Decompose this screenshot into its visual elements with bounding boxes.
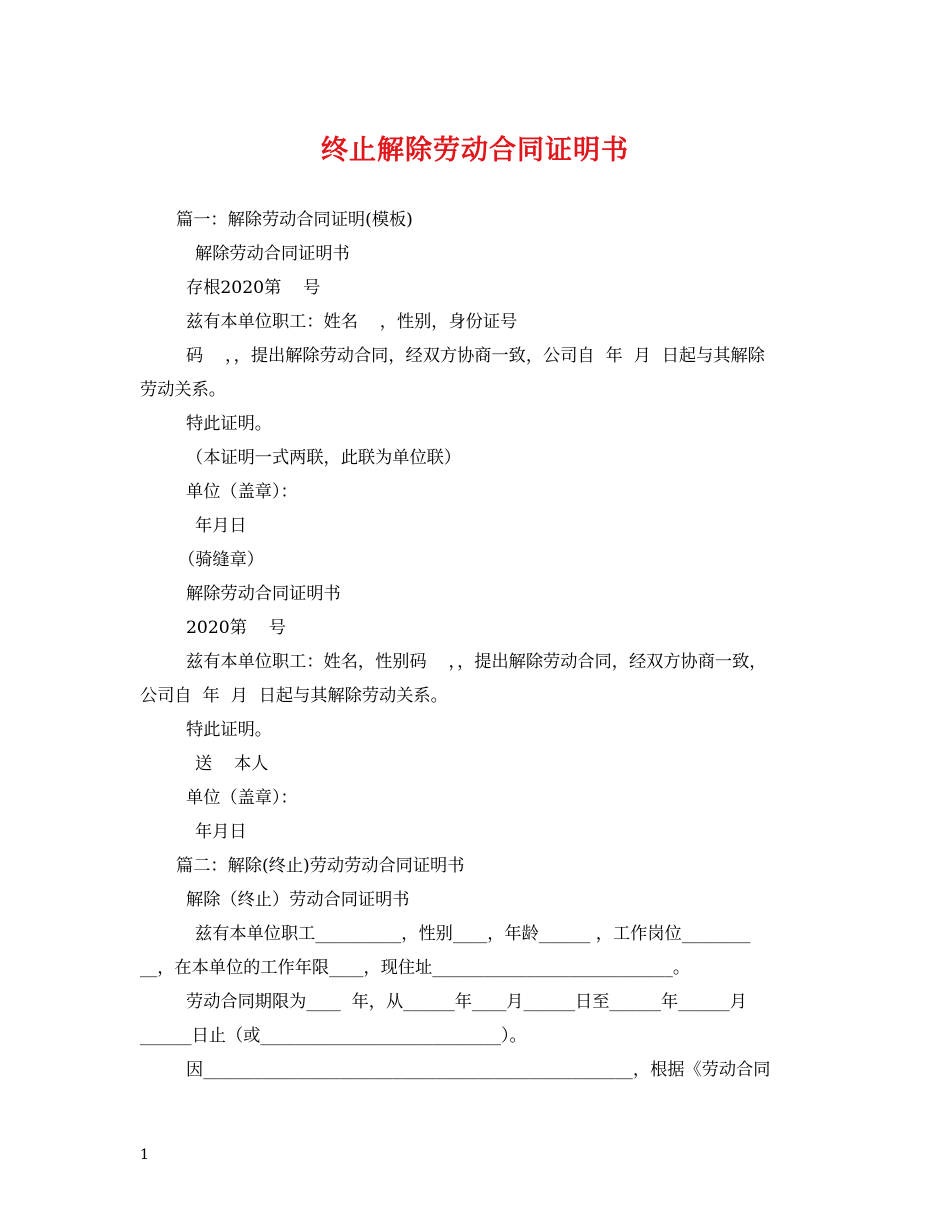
text-line: 因__________________________________________________，根据《劳动合同 <box>186 1060 771 1080</box>
text-line: 解除劳动合同证明书 <box>195 244 350 264</box>
text-line: 年月日 <box>195 516 247 536</box>
page-number: 1 <box>140 1147 149 1163</box>
text-line: 2020第 号 <box>186 618 286 638</box>
text-line: 解除劳动合同证明书 <box>186 584 341 604</box>
text-line: 兹有本单位职工：姓名 ，性别，身份证号 <box>186 312 518 332</box>
text-line: ______日止（或____________________________）。 <box>140 1026 527 1046</box>
text-line: 特此证明。 <box>186 414 272 434</box>
text-line: 送 本人 <box>195 754 269 774</box>
text-line: 篇二：解除(终止)劳动劳动合同证明书 <box>176 856 465 876</box>
text-line: 单位（盖章）： <box>186 788 298 808</box>
text-line: 劳动关系。 <box>140 380 226 400</box>
text-line: 兹有本单位职工：姓名，性别码 ，，提出解除劳动合同，经双方协商一致， <box>186 652 767 672</box>
document-title: 终止解除劳动合同证明书 <box>321 135 629 166</box>
text-line: （骑缝章） <box>178 550 264 570</box>
text-line: 码 ，，提出解除劳动合同，经双方协商一致，公司自 年 月 日起与其解除 <box>186 346 765 366</box>
text-line: 篇一：解除劳动合同证明(模板) <box>176 210 413 230</box>
text-line: 特此证明。 <box>186 720 272 740</box>
text-line: 劳动合同期限为____ 年，从______年____月______日至______年______月 <box>186 992 747 1012</box>
text-line: 兹有本单位职工__________，性别____，年龄______ ，工作岗位________ <box>195 924 751 944</box>
text-line: （本证明一式两联，此联为单位联） <box>186 448 462 468</box>
text-line: 存根2020第 号 <box>186 278 321 298</box>
text-line: 单位（盖章）： <box>186 482 298 502</box>
text-line: 解除（终止）劳动合同证明书 <box>186 890 410 910</box>
text-line: 公司自 年 月 日起与其解除劳动关系。 <box>140 686 448 706</box>
text-line: __，在本单位的工作年限____，现住址____________________________。 <box>140 958 691 978</box>
text-line: 年月日 <box>195 822 247 842</box>
